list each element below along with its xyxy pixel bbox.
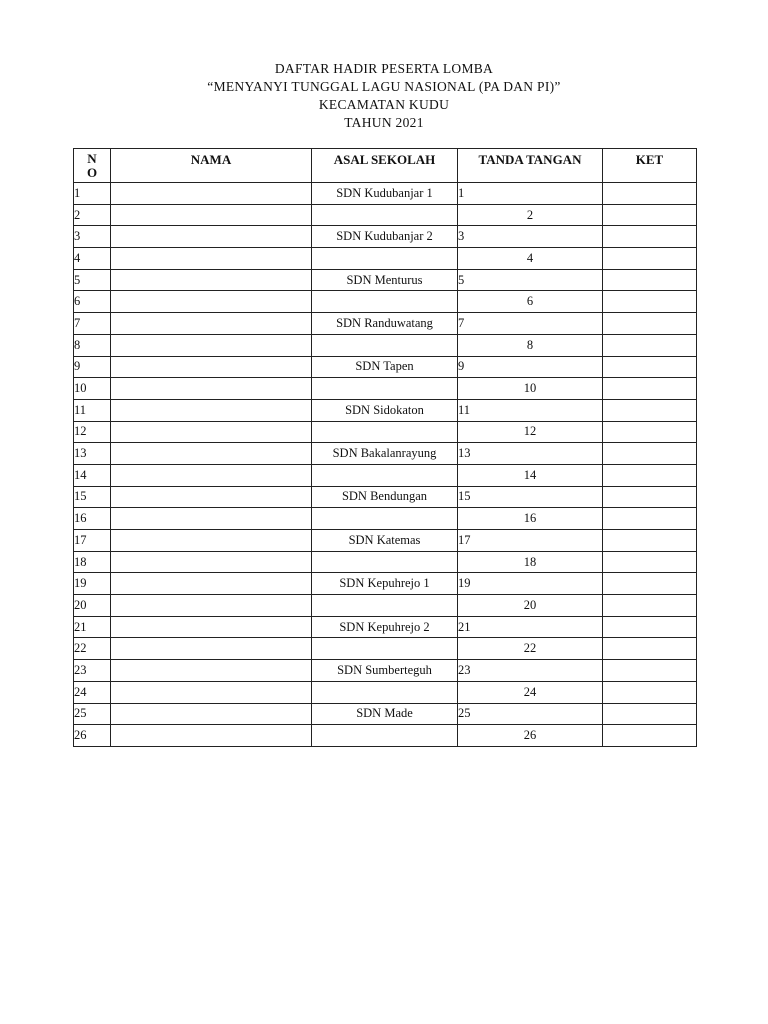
cell-ket — [603, 660, 697, 682]
cell-tanda-tangan: 19 — [458, 573, 603, 595]
cell-nama — [111, 183, 312, 205]
document-title — [0, 60, 768, 132]
cell-tanda-tangan: 9 — [458, 356, 603, 378]
table-row — [74, 443, 697, 465]
cell-ket — [603, 226, 697, 248]
cell-tanda-tangan: 3 — [458, 226, 603, 248]
cell-no: 26 — [74, 725, 111, 747]
cell-tanda-tangan: 13 — [458, 443, 603, 465]
cell-nama — [111, 660, 312, 682]
cell-tanda-tangan: 2 — [458, 204, 603, 226]
cell-nama — [111, 334, 312, 356]
cell-ket — [603, 313, 697, 335]
cell-nama — [111, 226, 312, 248]
cell-asal-sekolah: SDN Kudubanjar 2 — [312, 226, 458, 248]
cell-no: 1 — [74, 183, 111, 205]
table-row — [74, 551, 697, 573]
cell-ket — [603, 638, 697, 660]
cell-no: 6 — [74, 291, 111, 313]
cell-tanda-tangan: 26 — [458, 725, 603, 747]
cell-asal-sekolah — [312, 508, 458, 530]
table-row — [74, 226, 697, 248]
cell-tanda-tangan: 11 — [458, 399, 603, 421]
cell-tanda-tangan: 25 — [458, 703, 603, 725]
cell-nama — [111, 595, 312, 617]
table-row — [74, 204, 697, 226]
cell-tanda-tangan: 4 — [458, 248, 603, 270]
cell-tanda-tangan: 24 — [458, 681, 603, 703]
header-asal-sekolah: ASAL SEKOLAH — [312, 149, 458, 183]
cell-ket — [603, 269, 697, 291]
cell-tanda-tangan: 14 — [458, 464, 603, 486]
cell-asal-sekolah — [312, 638, 458, 660]
cell-nama — [111, 378, 312, 400]
table-row — [74, 703, 697, 725]
cell-no: 5 — [74, 269, 111, 291]
cell-nama — [111, 725, 312, 747]
cell-ket — [603, 530, 697, 552]
table-row — [74, 464, 697, 486]
cell-ket — [603, 703, 697, 725]
cell-no: 16 — [74, 508, 111, 530]
cell-nama — [111, 486, 312, 508]
cell-no: 12 — [74, 421, 111, 443]
cell-asal-sekolah: SDN Sidokaton — [312, 399, 458, 421]
cell-tanda-tangan: 20 — [458, 595, 603, 617]
cell-no: 2 — [74, 204, 111, 226]
cell-tanda-tangan: 17 — [458, 530, 603, 552]
cell-no: 13 — [74, 443, 111, 465]
table-row — [74, 269, 697, 291]
table-row — [74, 313, 697, 335]
cell-ket — [603, 573, 697, 595]
table-row — [74, 508, 697, 530]
cell-no: 3 — [74, 226, 111, 248]
cell-tanda-tangan: 6 — [458, 291, 603, 313]
table-row — [74, 291, 697, 313]
cell-nama — [111, 291, 312, 313]
cell-no: 10 — [74, 378, 111, 400]
cell-no: 9 — [74, 356, 111, 378]
cell-asal-sekolah — [312, 291, 458, 313]
cell-no: 11 — [74, 399, 111, 421]
cell-nama — [111, 508, 312, 530]
cell-tanda-tangan: 16 — [458, 508, 603, 530]
cell-tanda-tangan: 21 — [458, 616, 603, 638]
table-row — [74, 378, 697, 400]
header-no-line-2: O — [86, 165, 98, 180]
title-line-2: “MENYANYI TUNGGAL LAGU NASIONAL (PA DAN PI)” — [207, 79, 561, 94]
table-row — [74, 573, 697, 595]
cell-ket — [603, 356, 697, 378]
cell-tanda-tangan: 23 — [458, 660, 603, 682]
cell-asal-sekolah: SDN Kudubanjar 1 — [312, 183, 458, 205]
cell-nama — [111, 204, 312, 226]
cell-asal-sekolah: SDN Menturus — [312, 269, 458, 291]
cell-nama — [111, 681, 312, 703]
table-body — [74, 183, 697, 747]
cell-tanda-tangan: 18 — [458, 551, 603, 573]
cell-no: 18 — [74, 551, 111, 573]
cell-nama — [111, 551, 312, 573]
attendance-table — [73, 148, 697, 747]
table-row — [74, 399, 697, 421]
cell-asal-sekolah: SDN Bendungan — [312, 486, 458, 508]
cell-no: 17 — [74, 530, 111, 552]
table-row — [74, 725, 697, 747]
cell-asal-sekolah: SDN Kepuhrejo 1 — [312, 573, 458, 595]
cell-asal-sekolah — [312, 334, 458, 356]
cell-no: 4 — [74, 248, 111, 270]
cell-ket — [603, 204, 697, 226]
cell-asal-sekolah: SDN Tapen — [312, 356, 458, 378]
cell-asal-sekolah — [312, 551, 458, 573]
cell-ket — [603, 334, 697, 356]
cell-tanda-tangan: 1 — [458, 183, 603, 205]
cell-tanda-tangan: 5 — [458, 269, 603, 291]
cell-asal-sekolah — [312, 421, 458, 443]
cell-nama — [111, 248, 312, 270]
table-row — [74, 248, 697, 270]
cell-ket — [603, 183, 697, 205]
cell-ket — [603, 551, 697, 573]
cell-nama — [111, 703, 312, 725]
cell-tanda-tangan: 12 — [458, 421, 603, 443]
cell-tanda-tangan: 10 — [458, 378, 603, 400]
table-row — [74, 486, 697, 508]
cell-nama — [111, 313, 312, 335]
cell-asal-sekolah: SDN Bakalanrayung — [312, 443, 458, 465]
cell-asal-sekolah — [312, 725, 458, 747]
cell-ket — [603, 464, 697, 486]
cell-asal-sekolah: SDN Kepuhrejo 2 — [312, 616, 458, 638]
table-row — [74, 356, 697, 378]
cell-nama — [111, 464, 312, 486]
table-row — [74, 681, 697, 703]
cell-no: 7 — [74, 313, 111, 335]
cell-no: 19 — [74, 573, 111, 595]
cell-tanda-tangan: 7 — [458, 313, 603, 335]
cell-tanda-tangan: 8 — [458, 334, 603, 356]
table-row — [74, 421, 697, 443]
cell-nama — [111, 399, 312, 421]
cell-ket — [603, 248, 697, 270]
table-header-row — [74, 149, 697, 183]
cell-no: 23 — [74, 660, 111, 682]
cell-asal-sekolah: SDN Made — [312, 703, 458, 725]
cell-tanda-tangan: 22 — [458, 638, 603, 660]
cell-asal-sekolah — [312, 681, 458, 703]
cell-ket — [603, 486, 697, 508]
cell-nama — [111, 530, 312, 552]
cell-ket — [603, 443, 697, 465]
cell-no: 14 — [74, 464, 111, 486]
cell-no: 15 — [74, 486, 111, 508]
cell-asal-sekolah — [312, 464, 458, 486]
cell-asal-sekolah: SDN Katemas — [312, 530, 458, 552]
cell-nama — [111, 269, 312, 291]
table-row — [74, 638, 697, 660]
cell-nama — [111, 421, 312, 443]
table-row — [74, 616, 697, 638]
table-row — [74, 595, 697, 617]
cell-no: 8 — [74, 334, 111, 356]
cell-ket — [603, 291, 697, 313]
cell-nama — [111, 443, 312, 465]
header-nama: NAMA — [111, 149, 312, 183]
title-line-1: DAFTAR HADIR PESERTA LOMBA — [274, 61, 494, 76]
cell-asal-sekolah — [312, 204, 458, 226]
header-no-line-1: N — [87, 151, 97, 166]
cell-no: 22 — [74, 638, 111, 660]
cell-asal-sekolah: SDN Randuwatang — [312, 313, 458, 335]
cell-no: 25 — [74, 703, 111, 725]
cell-no: 21 — [74, 616, 111, 638]
table-row — [74, 334, 697, 356]
header-no — [74, 149, 111, 183]
cell-ket — [603, 725, 697, 747]
cell-ket — [603, 421, 697, 443]
table-row — [74, 183, 697, 205]
cell-nama — [111, 573, 312, 595]
cell-nama — [111, 356, 312, 378]
cell-asal-sekolah — [312, 595, 458, 617]
table-row — [74, 660, 697, 682]
table-row — [74, 530, 697, 552]
cell-asal-sekolah — [312, 378, 458, 400]
cell-no: 20 — [74, 595, 111, 617]
cell-asal-sekolah: SDN Sumberteguh — [312, 660, 458, 682]
cell-ket — [603, 378, 697, 400]
cell-tanda-tangan: 15 — [458, 486, 603, 508]
title-line-3: KECAMATAN KUDU — [318, 97, 450, 112]
cell-ket — [603, 595, 697, 617]
cell-nama — [111, 638, 312, 660]
cell-nama — [111, 616, 312, 638]
cell-ket — [603, 399, 697, 421]
cell-ket — [603, 616, 697, 638]
title-line-4: TAHUN 2021 — [344, 115, 424, 130]
cell-asal-sekolah — [312, 248, 458, 270]
cell-ket — [603, 681, 697, 703]
header-tanda-tangan: TANDA TANGAN — [458, 149, 603, 183]
header-ket: KET — [603, 149, 697, 183]
cell-no: 24 — [74, 681, 111, 703]
cell-ket — [603, 508, 697, 530]
